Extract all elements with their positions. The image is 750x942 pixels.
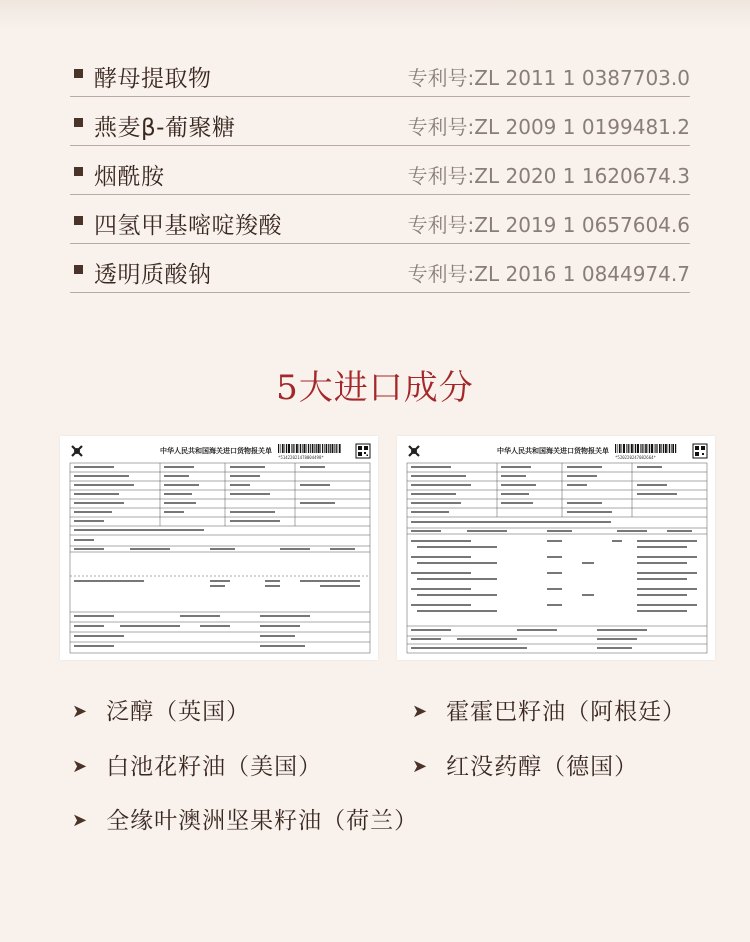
customs-emblem-icon bbox=[409, 446, 419, 456]
patent-number: 专利号:ZL 2016 1 0844974.7 bbox=[407, 262, 690, 286]
ingredient-item bbox=[412, 748, 638, 781]
form-grid bbox=[70, 463, 370, 653]
customs-declaration-document-2 bbox=[397, 436, 715, 660]
top-shade bbox=[0, 0, 750, 30]
document-title: 中华人民共和国海关进口货物报关单 bbox=[497, 447, 609, 455]
square-bullet-icon bbox=[74, 118, 83, 127]
patent-ingredient-name: 烟酰胺 bbox=[94, 164, 165, 190]
patent-number: 专利号:ZL 2019 1 0657604.6 bbox=[407, 213, 690, 237]
barcode-icon bbox=[615, 444, 676, 453]
patent-row bbox=[70, 146, 690, 195]
patent-number: 专利号:ZL 2009 1 0199481.2 bbox=[407, 115, 690, 139]
form-text-lines bbox=[411, 466, 697, 649]
ingredient-label: 泛醇（英国） bbox=[106, 699, 251, 725]
arrowhead-bullet-icon: ➤ bbox=[412, 701, 429, 722]
ingredient-item bbox=[72, 748, 322, 781]
barcode-number: *520220247082664* bbox=[615, 455, 656, 460]
ingredient-item bbox=[412, 693, 686, 726]
section-title: 5大进口成分 bbox=[276, 368, 474, 408]
document-title: 中华人民共和国海关进口货物报关单 bbox=[160, 447, 272, 455]
ingredient-label: 白池花籽油（美国） bbox=[106, 754, 323, 780]
arrowhead-bullet-icon: ➤ bbox=[72, 810, 89, 831]
patent-row bbox=[70, 97, 690, 146]
customs-emblem-icon bbox=[72, 446, 82, 456]
arrowhead-bullet-icon: ➤ bbox=[72, 701, 89, 722]
patent-ingredient-name: 燕麦β-葡聚糖 bbox=[94, 115, 236, 141]
patent-number: 专利号:ZL 2011 1 0387703.0 bbox=[407, 66, 690, 90]
barcode-icon bbox=[278, 444, 341, 453]
customs-form-2-graphic bbox=[397, 436, 715, 660]
customs-declaration-document-1 bbox=[60, 436, 378, 660]
patent-number: 专利号:ZL 2020 1 1620674.3 bbox=[407, 164, 690, 188]
qr-code-icon bbox=[693, 444, 707, 458]
customs-form-1-graphic bbox=[60, 436, 378, 660]
arrowhead-bullet-icon: ➤ bbox=[412, 756, 429, 777]
qr-code-icon bbox=[356, 444, 370, 458]
patent-ingredient-name: 透明质酸钠 bbox=[94, 262, 212, 288]
ingredient-label: 红没药醇（德国） bbox=[446, 754, 639, 780]
square-bullet-icon bbox=[74, 216, 83, 225]
ingredient-label: 全缘叶澳洲坚果籽油（荷兰） bbox=[106, 808, 419, 834]
square-bullet-icon bbox=[74, 167, 83, 176]
form-text-lines bbox=[74, 466, 360, 647]
patent-ingredient-name: 四氢甲基嘧啶羧酸 bbox=[94, 213, 282, 239]
patent-row bbox=[70, 195, 690, 244]
ingredient-item bbox=[72, 802, 418, 835]
arrowhead-bullet-icon: ➤ bbox=[72, 756, 89, 777]
square-bullet-icon bbox=[74, 265, 83, 274]
ingredient-label: 霍霍巴籽油（阿根廷） bbox=[446, 699, 687, 725]
square-bullet-icon bbox=[74, 69, 83, 78]
patent-row bbox=[70, 244, 690, 293]
patent-list bbox=[70, 48, 690, 293]
patent-row bbox=[70, 48, 690, 97]
barcode-number: *51422021478004498* bbox=[278, 455, 324, 460]
patent-ingredient-name: 酵母提取物 bbox=[94, 66, 212, 92]
ingredient-item bbox=[72, 693, 250, 726]
